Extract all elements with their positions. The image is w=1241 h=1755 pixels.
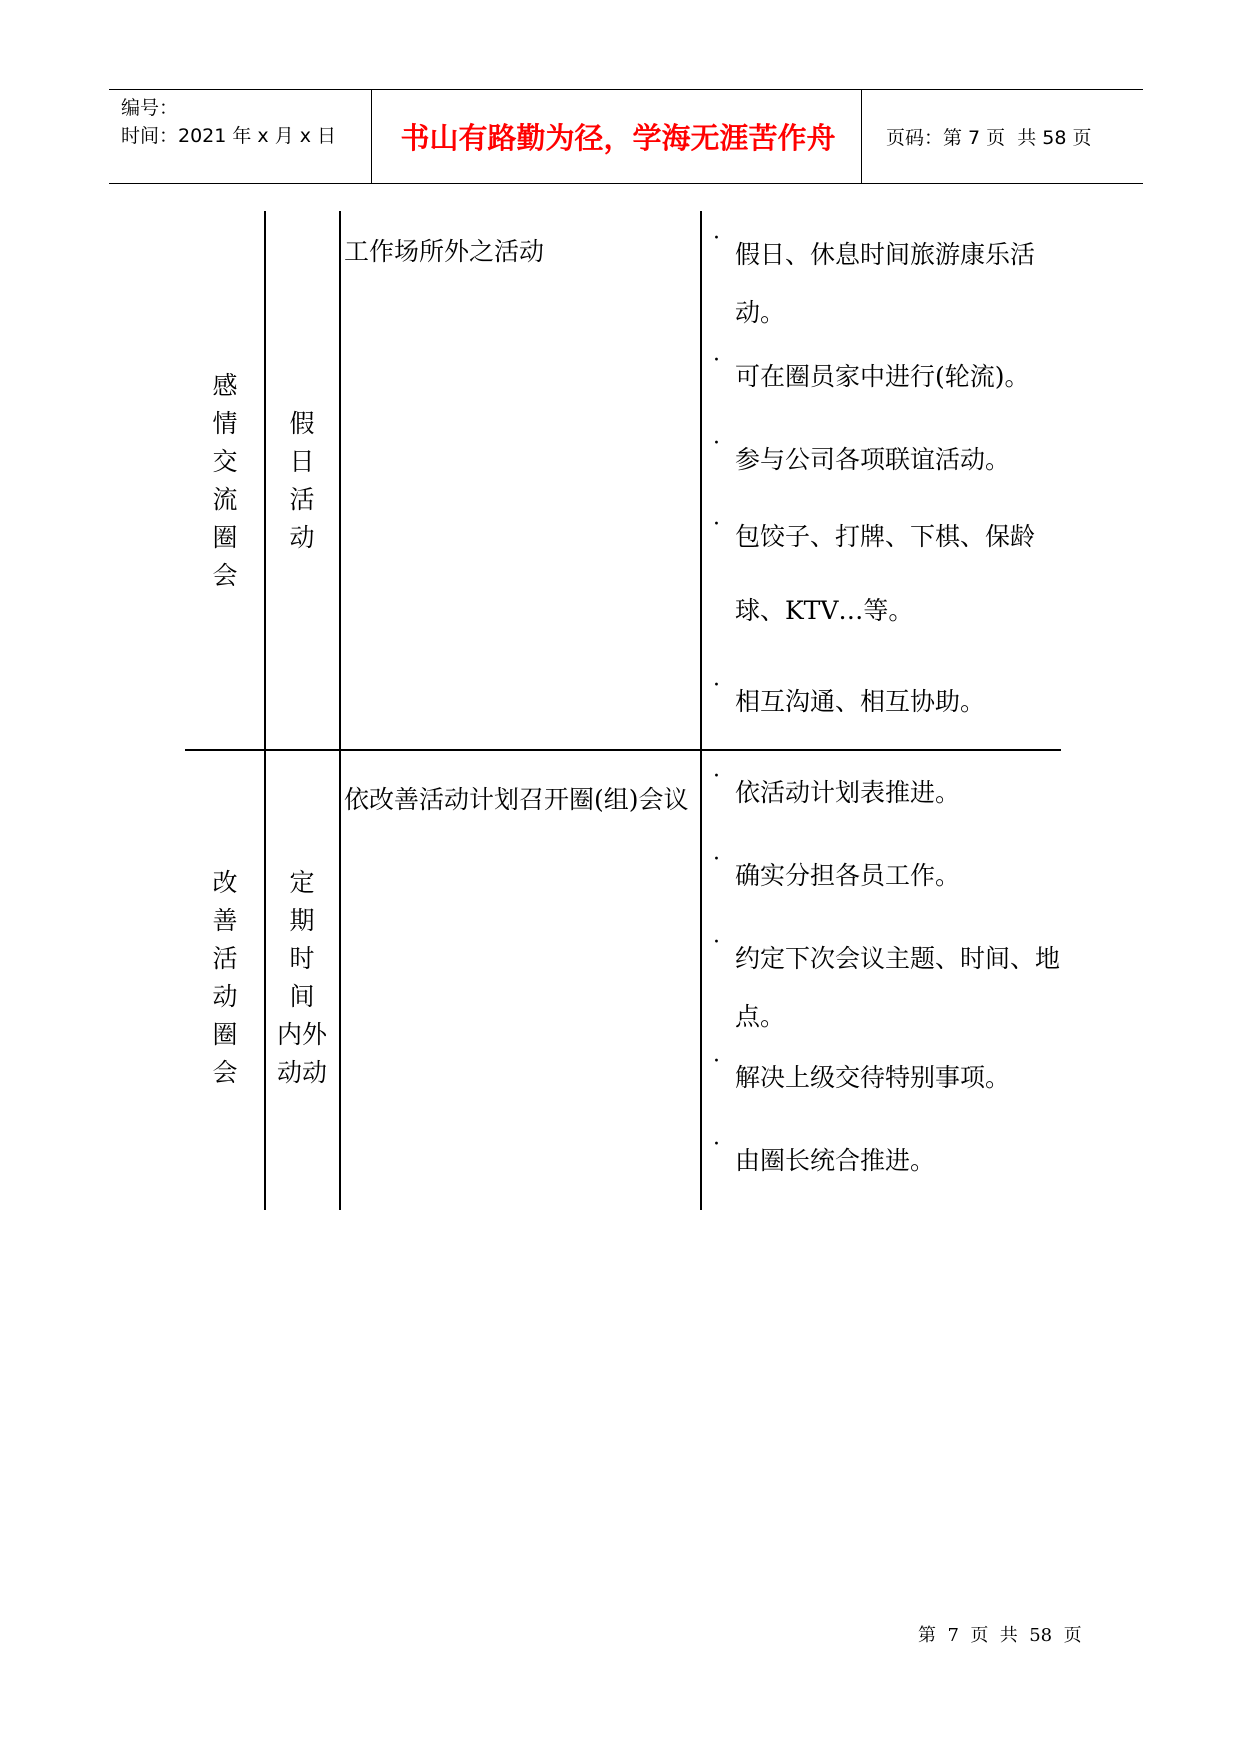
bullet-icon: · bbox=[713, 431, 720, 456]
bullet-icon: · bbox=[713, 673, 720, 698]
type-char: 假 bbox=[289, 409, 315, 438]
header-meta bbox=[121, 94, 336, 150]
bullet-text: 参与公司各项联谊活动。 bbox=[735, 445, 1011, 474]
category-char: 会 bbox=[212, 1058, 238, 1087]
table-column-line bbox=[700, 211, 702, 1210]
category-char: 流 bbox=[212, 485, 238, 514]
category-cell bbox=[205, 864, 245, 1092]
bullet-icon: · bbox=[713, 1132, 720, 1157]
page-label: 页码：第 7 页 共 58 页 bbox=[886, 127, 1092, 149]
category-char: 情 bbox=[212, 409, 238, 438]
bullet-icon: · bbox=[713, 512, 720, 537]
category-char: 圈 bbox=[212, 1020, 238, 1049]
type-cell bbox=[268, 864, 336, 1092]
table-column-line bbox=[339, 211, 341, 1210]
type-char: 定 bbox=[289, 868, 315, 897]
bullet-icon: · bbox=[713, 930, 720, 955]
category-char: 改 bbox=[212, 868, 238, 897]
bullet-text: 确实分担各员工作。 bbox=[735, 861, 961, 890]
bullet-icon: · bbox=[713, 1049, 720, 1074]
page-header bbox=[109, 89, 1143, 184]
category-char: 活 bbox=[212, 944, 238, 973]
type-char: 期 bbox=[289, 906, 315, 935]
type-char: 动 bbox=[289, 523, 315, 552]
category-char: 感 bbox=[212, 371, 238, 400]
category-char: 善 bbox=[212, 906, 238, 935]
type-char: 日 bbox=[289, 447, 315, 476]
bullet-text: 包饺子、打牌、下棋、保龄球、KTV…等。 bbox=[735, 522, 1036, 625]
bullet-text: 解决上级交待特别事项。 bbox=[735, 1063, 1011, 1092]
bullet-icon: · bbox=[713, 348, 720, 373]
description-cell: 依改善活动计划召开圈(组)会议 bbox=[344, 785, 689, 814]
category-char: 会 bbox=[212, 561, 238, 590]
type-char: 时 bbox=[289, 944, 315, 973]
bullet-text: 相互沟通、相互协助。 bbox=[735, 687, 986, 716]
type-char: 内外 bbox=[276, 1020, 327, 1049]
table-row-divider bbox=[185, 749, 1061, 751]
bullet-icon: · bbox=[713, 764, 720, 789]
bullet-icon: · bbox=[713, 847, 720, 872]
header-motto: 书山有路勤为径，学海无涯苦作舟 bbox=[400, 121, 836, 155]
description-cell: 工作场所外之活动 bbox=[344, 237, 545, 266]
page-footer: 第 7 页 共 58 页 bbox=[918, 1625, 1082, 1646]
header-divider bbox=[371, 90, 372, 183]
category-cell bbox=[205, 367, 245, 595]
type-char: 间 bbox=[289, 982, 315, 1011]
number-label: 编号： bbox=[121, 97, 179, 119]
time-label: 时间：2021 年 x 月 x 日 bbox=[121, 125, 337, 147]
category-char: 交 bbox=[212, 447, 238, 476]
type-cell bbox=[268, 405, 336, 557]
table-column-line bbox=[264, 211, 266, 1210]
bullet-text: 可在圈员家中进行(轮流)。 bbox=[735, 362, 1030, 391]
bullet-icon: · bbox=[713, 226, 720, 251]
bullet-text: 约定下次会议主题、时间、地点。 bbox=[735, 944, 1061, 1031]
type-char: 活 bbox=[289, 485, 315, 514]
bullet-text: 假日、休息时间旅游康乐活动。 bbox=[735, 240, 1036, 327]
bullet-text: 由圈长统合推进。 bbox=[735, 1146, 936, 1175]
category-char: 动 bbox=[212, 982, 238, 1011]
type-char: 动动 bbox=[276, 1058, 327, 1087]
bullet-text: 依活动计划表推进。 bbox=[735, 778, 961, 807]
header-page-number bbox=[874, 90, 1092, 183]
category-char: 圈 bbox=[212, 523, 238, 552]
